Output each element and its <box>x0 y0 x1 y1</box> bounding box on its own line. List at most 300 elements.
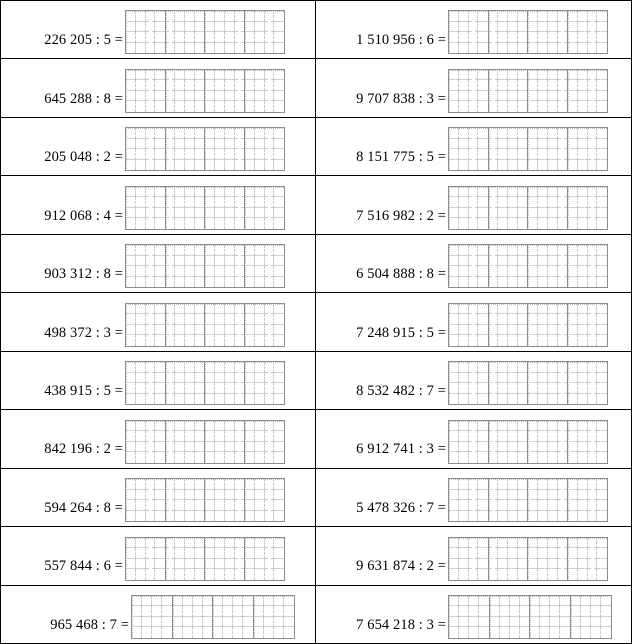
answer-grid-cell[interactable] <box>459 91 469 102</box>
answer-grid-cell[interactable] <box>132 627 142 638</box>
answer-grid-cell[interactable] <box>548 421 558 432</box>
answer-grid-cell[interactable] <box>215 383 225 394</box>
answer-grid-cell[interactable] <box>215 421 225 432</box>
answer-grid-block[interactable] <box>244 69 285 113</box>
answer-grid-cell[interactable] <box>195 559 205 570</box>
answer-grid-cell[interactable] <box>548 394 558 405</box>
answer-grid-cell[interactable] <box>175 11 185 22</box>
answer-grid-cell[interactable] <box>528 383 538 394</box>
answer-grid-cell[interactable] <box>136 197 146 208</box>
answer-grid-cell[interactable] <box>195 91 205 102</box>
answer-grid-cell[interactable] <box>274 421 284 432</box>
answer-grid-cell[interactable] <box>508 394 518 405</box>
answer-grid-cell[interactable] <box>175 80 185 91</box>
answer-grid-cell[interactable] <box>558 43 568 54</box>
answer-grid-cell[interactable] <box>548 80 558 91</box>
answer-grid-cell[interactable] <box>591 627 601 638</box>
answer-grid-cell[interactable] <box>185 383 195 394</box>
answer-grid-cell[interactable] <box>195 490 205 501</box>
answer-grid-block[interactable] <box>488 186 529 230</box>
answer-grid-cell[interactable] <box>478 569 488 580</box>
answer-grid-cell[interactable] <box>478 139 488 150</box>
answer-grid-cell[interactable] <box>225 266 235 277</box>
answer-grid-cell[interactable] <box>185 452 195 463</box>
answer-grid-cell[interactable] <box>530 617 540 628</box>
answer-grid-cell[interactable] <box>166 32 176 43</box>
answer-grid-cell[interactable] <box>205 70 215 81</box>
answer-grid-cell[interactable] <box>225 452 235 463</box>
answer-grid-cell[interactable] <box>185 11 195 22</box>
answer-grid-cell[interactable] <box>166 266 176 277</box>
answer-grid-cell[interactable] <box>588 394 598 405</box>
answer-grid-cell[interactable] <box>126 362 136 373</box>
answer-grid-cell[interactable] <box>265 197 275 208</box>
answer-grid-cell[interactable] <box>478 91 488 102</box>
answer-grid-block[interactable] <box>567 186 608 230</box>
answer-grid-cell[interactable] <box>126 373 136 384</box>
answer-grid-block[interactable] <box>253 595 295 639</box>
answer-grid-cell[interactable] <box>518 325 528 336</box>
answer-grid-cell[interactable] <box>245 11 255 22</box>
answer-grid-cell[interactable] <box>205 383 215 394</box>
answer-grid-cell[interactable] <box>478 335 488 346</box>
answer-grid-cell[interactable] <box>166 11 176 22</box>
answer-grid-cell[interactable] <box>185 266 195 277</box>
answer-grid-cell[interactable] <box>235 22 245 33</box>
answer-grid-cell[interactable] <box>489 91 499 102</box>
answer-grid-cell[interactable] <box>225 149 235 160</box>
answer-grid-block[interactable] <box>448 361 489 405</box>
answer-grid-cell[interactable] <box>558 160 568 171</box>
answer-grid-cell[interactable] <box>185 70 195 81</box>
answer-grid-cell[interactable] <box>166 314 176 325</box>
answer-grid-cell[interactable] <box>274 218 284 229</box>
answer-grid-cell[interactable] <box>568 559 578 570</box>
answer-grid-cell[interactable] <box>185 362 195 373</box>
answer-grid-cell[interactable] <box>508 22 518 33</box>
answer-grid-cell[interactable] <box>528 277 538 288</box>
answer-grid-cell[interactable] <box>478 383 488 394</box>
answer-grid-block[interactable] <box>448 478 489 522</box>
answer-grid-cell[interactable] <box>528 335 538 346</box>
answer-grid-cell[interactable] <box>591 617 601 628</box>
answer-grid-cell[interactable] <box>560 627 570 638</box>
answer-grid-cell[interactable] <box>136 70 146 81</box>
answer-grid-cell[interactable] <box>538 559 548 570</box>
answer-grid-cell[interactable] <box>245 128 255 139</box>
answer-grid-cell[interactable] <box>469 538 479 549</box>
answer-grid-cell[interactable] <box>489 500 499 511</box>
answer-grid-cell[interactable] <box>548 22 558 33</box>
answer-grid-cell[interactable] <box>518 101 528 112</box>
answer-grid-cell[interactable] <box>508 187 518 198</box>
answer-grid-cell[interactable] <box>245 43 255 54</box>
answer-grid-cell[interactable] <box>136 208 146 219</box>
answer-grid-cell[interactable] <box>588 569 598 580</box>
answer-grid-cell[interactable] <box>548 149 558 160</box>
answer-grid-cell[interactable] <box>264 627 274 638</box>
answer-grid-cell[interactable] <box>588 314 598 325</box>
answer-grid-cell[interactable] <box>235 11 245 22</box>
answer-grid-cell[interactable] <box>152 627 162 638</box>
answer-grid-cell[interactable] <box>225 70 235 81</box>
answer-grid-cell[interactable] <box>195 80 205 91</box>
answer-grid-block[interactable] <box>165 127 206 171</box>
answer-grid-cell[interactable] <box>185 208 195 219</box>
answer-grid-cell[interactable] <box>518 490 528 501</box>
answer-grid-cell[interactable] <box>146 431 156 442</box>
answer-grid-cell[interactable] <box>459 511 469 522</box>
answer-grid-cell[interactable] <box>155 32 165 43</box>
answer-grid-cell[interactable] <box>578 208 588 219</box>
answer-grid-cell[interactable] <box>255 452 265 463</box>
answer-grid-cell[interactable] <box>274 43 284 54</box>
answer-grid-cell[interactable] <box>548 43 558 54</box>
answer-grid-cell[interactable] <box>195 32 205 43</box>
answer-grid-cell[interactable] <box>195 11 205 22</box>
answer-grid-cell[interactable] <box>175 304 185 315</box>
answer-grid-cell[interactable] <box>264 606 274 617</box>
answer-grid-cell[interactable] <box>558 431 568 442</box>
answer-grid-cell[interactable] <box>498 383 508 394</box>
answer-grid-cell[interactable] <box>459 245 469 256</box>
answer-grid-cell[interactable] <box>597 43 607 54</box>
answer-grid-cell[interactable] <box>508 11 518 22</box>
answer-grid-cell[interactable] <box>136 511 146 522</box>
answer-grid-cell[interactable] <box>225 383 235 394</box>
answer-grid-cell[interactable] <box>459 80 469 91</box>
answer-grid-cell[interactable] <box>136 101 146 112</box>
answer-grid-cell[interactable] <box>508 479 518 490</box>
answer-grid-cell[interactable] <box>205 128 215 139</box>
answer-grid-cell[interactable] <box>126 101 136 112</box>
answer-grid-cell[interactable] <box>528 256 538 267</box>
answer-grid-cell[interactable] <box>235 149 245 160</box>
answer-grid-cell[interactable] <box>478 160 488 171</box>
answer-grid-cell[interactable] <box>274 596 284 607</box>
answer-grid-cell[interactable] <box>489 128 499 139</box>
answer-grid-cell[interactable] <box>508 362 518 373</box>
answer-grid-cell[interactable] <box>155 101 165 112</box>
answer-grid-cell[interactable] <box>578 139 588 150</box>
answer-grid-cell[interactable] <box>578 32 588 43</box>
answer-grid-cell[interactable] <box>265 559 275 570</box>
answer-grid-cell[interactable] <box>538 22 548 33</box>
answer-grid-cell[interactable] <box>265 70 275 81</box>
answer-grid-cell[interactable] <box>136 314 146 325</box>
answer-grid[interactable] <box>448 303 608 347</box>
answer-grid-cell[interactable] <box>518 139 528 150</box>
answer-grid-cell[interactable] <box>235 43 245 54</box>
answer-grid-cell[interactable] <box>588 101 598 112</box>
answer-grid-cell[interactable] <box>235 245 245 256</box>
answer-grid-block[interactable] <box>165 186 206 230</box>
answer-grid-cell[interactable] <box>469 548 479 559</box>
answer-grid-cell[interactable] <box>175 314 185 325</box>
answer-grid-cell[interactable] <box>588 32 598 43</box>
answer-grid-cell[interactable] <box>225 128 235 139</box>
answer-grid-cell[interactable] <box>215 304 225 315</box>
answer-grid-cell[interactable] <box>479 606 489 617</box>
answer-grid-cell[interactable] <box>185 187 195 198</box>
answer-grid-cell[interactable] <box>578 559 588 570</box>
answer-grid-cell[interactable] <box>449 606 459 617</box>
answer-grid-cell[interactable] <box>235 362 245 373</box>
answer-grid-cell[interactable] <box>215 266 225 277</box>
answer-grid-cell[interactable] <box>560 606 570 617</box>
answer-grid-cell[interactable] <box>478 304 488 315</box>
answer-grid-cell[interactable] <box>255 101 265 112</box>
answer-grid-cell[interactable] <box>245 304 255 315</box>
answer-grid-cell[interactable] <box>558 11 568 22</box>
answer-grid-cell[interactable] <box>548 32 558 43</box>
answer-grid-cell[interactable] <box>225 43 235 54</box>
answer-grid-cell[interactable] <box>478 538 488 549</box>
answer-grid-cell[interactable] <box>175 335 185 346</box>
answer-grid-cell[interactable] <box>548 139 558 150</box>
answer-grid-cell[interactable] <box>568 91 578 102</box>
answer-grid-block[interactable] <box>172 595 214 639</box>
answer-grid-cell[interactable] <box>459 335 469 346</box>
answer-grid-cell[interactable] <box>469 304 479 315</box>
answer-grid-cell[interactable] <box>126 569 136 580</box>
answer-grid-cell[interactable] <box>175 511 185 522</box>
answer-grid-cell[interactable] <box>568 394 578 405</box>
answer-grid-cell[interactable] <box>558 208 568 219</box>
answer-grid-cell[interactable] <box>255 43 265 54</box>
answer-grid-cell[interactable] <box>185 32 195 43</box>
answer-grid-cell[interactable] <box>578 149 588 160</box>
answer-grid-cell[interactable] <box>548 197 558 208</box>
answer-grid-cell[interactable] <box>498 452 508 463</box>
answer-grid-cell[interactable] <box>568 218 578 229</box>
answer-grid-cell[interactable] <box>175 277 185 288</box>
answer-grid-cell[interactable] <box>459 538 469 549</box>
answer-grid-cell[interactable] <box>558 149 568 160</box>
answer-grid-cell[interactable] <box>155 335 165 346</box>
answer-grid-cell[interactable] <box>479 617 489 628</box>
answer-grid-cell[interactable] <box>235 452 245 463</box>
answer-grid-cell[interactable] <box>132 596 142 607</box>
answer-grid-cell[interactable] <box>508 548 518 559</box>
answer-grid-cell[interactable] <box>274 617 284 628</box>
answer-grid-cell[interactable] <box>538 91 548 102</box>
answer-grid-cell[interactable] <box>518 277 528 288</box>
answer-grid-cell[interactable] <box>449 596 459 607</box>
answer-grid-cell[interactable] <box>597 431 607 442</box>
answer-grid-cell[interactable] <box>235 101 245 112</box>
answer-grid-cell[interactable] <box>235 266 245 277</box>
answer-grid-cell[interactable] <box>578 490 588 501</box>
answer-grid-cell[interactable] <box>126 511 136 522</box>
answer-grid-cell[interactable] <box>597 208 607 219</box>
answer-grid-block[interactable] <box>488 69 529 113</box>
answer-grid[interactable] <box>448 69 608 113</box>
answer-grid-cell[interactable] <box>175 394 185 405</box>
answer-grid-cell[interactable] <box>478 500 488 511</box>
answer-grid-cell[interactable] <box>588 373 598 384</box>
answer-grid-cell[interactable] <box>548 373 558 384</box>
answer-grid-cell[interactable] <box>245 256 255 267</box>
answer-grid-cell[interactable] <box>136 139 146 150</box>
answer-grid-cell[interactable] <box>508 43 518 54</box>
answer-grid-cell[interactable] <box>136 442 146 453</box>
answer-grid-cell[interactable] <box>558 479 568 490</box>
answer-grid-cell[interactable] <box>568 362 578 373</box>
answer-grid-cell[interactable] <box>597 335 607 346</box>
answer-grid-cell[interactable] <box>578 43 588 54</box>
answer-grid-cell[interactable] <box>538 32 548 43</box>
answer-grid-cell[interactable] <box>235 373 245 384</box>
answer-grid-cell[interactable] <box>265 80 275 91</box>
answer-grid-cell[interactable] <box>558 218 568 229</box>
answer-grid-block[interactable] <box>488 244 529 288</box>
answer-grid-cell[interactable] <box>548 304 558 315</box>
answer-grid-cell[interactable] <box>489 325 499 336</box>
answer-grid-cell[interactable] <box>548 70 558 81</box>
answer-grid-cell[interactable] <box>459 627 469 638</box>
answer-grid-cell[interactable] <box>225 245 235 256</box>
answer-grid-cell[interactable] <box>597 314 607 325</box>
answer-grid-cell[interactable] <box>548 160 558 171</box>
answer-grid-cell[interactable] <box>126 22 136 33</box>
answer-grid-cell[interactable] <box>489 32 499 43</box>
answer-grid-cell[interactable] <box>155 91 165 102</box>
answer-grid-cell[interactable] <box>215 22 225 33</box>
answer-grid-cell[interactable] <box>528 490 538 501</box>
answer-grid-cell[interactable] <box>155 218 165 229</box>
answer-grid-cell[interactable] <box>265 187 275 198</box>
answer-grid-cell[interactable] <box>215 187 225 198</box>
answer-grid-cell[interactable] <box>175 101 185 112</box>
answer-grid-cell[interactable] <box>255 335 265 346</box>
answer-grid-cell[interactable] <box>265 325 275 336</box>
answer-grid-cell[interactable] <box>588 277 598 288</box>
answer-grid-cell[interactable] <box>538 266 548 277</box>
answer-grid-cell[interactable] <box>520 617 530 628</box>
answer-grid-cell[interactable] <box>173 627 183 638</box>
answer-grid-cell[interactable] <box>578 11 588 22</box>
answer-grid-cell[interactable] <box>274 452 284 463</box>
answer-grid-cell[interactable] <box>183 606 193 617</box>
answer-grid-cell[interactable] <box>274 335 284 346</box>
answer-grid-block[interactable] <box>488 303 529 347</box>
answer-grid-cell[interactable] <box>175 559 185 570</box>
answer-grid-cell[interactable] <box>558 32 568 43</box>
answer-grid-cell[interactable] <box>588 479 598 490</box>
answer-grid-cell[interactable] <box>185 479 195 490</box>
answer-grid-cell[interactable] <box>538 335 548 346</box>
answer-grid-cell[interactable] <box>274 325 284 336</box>
answer-grid-cell[interactable] <box>489 256 499 267</box>
answer-grid-cell[interactable] <box>469 187 479 198</box>
answer-grid-cell[interactable] <box>225 490 235 501</box>
answer-grid-cell[interactable] <box>449 22 459 33</box>
answer-grid-cell[interactable] <box>136 479 146 490</box>
answer-grid-block[interactable] <box>527 303 568 347</box>
answer-grid-block[interactable] <box>204 10 245 54</box>
answer-grid-cell[interactable] <box>558 187 568 198</box>
answer-grid-cell[interactable] <box>235 80 245 91</box>
answer-grid-cell[interactable] <box>215 314 225 325</box>
answer-grid-cell[interactable] <box>215 32 225 43</box>
answer-grid-cell[interactable] <box>538 394 548 405</box>
answer-grid-cell[interactable] <box>146 314 156 325</box>
answer-grid-cell[interactable] <box>558 245 568 256</box>
answer-grid-cell[interactable] <box>274 500 284 511</box>
answer-grid-cell[interactable] <box>255 383 265 394</box>
answer-grid-cell[interactable] <box>518 187 528 198</box>
answer-grid-cell[interactable] <box>215 325 225 336</box>
answer-grid[interactable] <box>448 127 608 171</box>
answer-grid-cell[interactable] <box>498 362 508 373</box>
answer-grid-cell[interactable] <box>155 139 165 150</box>
answer-grid-cell[interactable] <box>528 325 538 336</box>
answer-grid-cell[interactable] <box>459 11 469 22</box>
answer-grid-cell[interactable] <box>498 139 508 150</box>
answer-grid-cell[interactable] <box>274 70 284 81</box>
answer-grid-cell[interactable] <box>597 128 607 139</box>
answer-grid-cell[interactable] <box>136 128 146 139</box>
answer-grid-cell[interactable] <box>578 452 588 463</box>
answer-grid-cell[interactable] <box>538 490 548 501</box>
answer-grid-cell[interactable] <box>528 128 538 139</box>
answer-grid-cell[interactable] <box>225 208 235 219</box>
answer-grid-block[interactable] <box>448 10 489 54</box>
answer-grid-block[interactable] <box>448 186 489 230</box>
answer-grid-cell[interactable] <box>245 569 255 580</box>
answer-grid-block[interactable] <box>567 537 608 581</box>
answer-grid-cell[interactable] <box>146 149 156 160</box>
answer-grid-cell[interactable] <box>528 373 538 384</box>
answer-grid-cell[interactable] <box>166 452 176 463</box>
answer-grid-cell[interactable] <box>568 569 578 580</box>
answer-grid-cell[interactable] <box>126 245 136 256</box>
answer-grid-cell[interactable] <box>274 569 284 580</box>
answer-grid-cell[interactable] <box>126 43 136 54</box>
answer-grid-cell[interactable] <box>205 479 215 490</box>
answer-grid-cell[interactable] <box>498 256 508 267</box>
answer-grid-cell[interactable] <box>478 32 488 43</box>
answer-grid-block[interactable] <box>204 186 245 230</box>
answer-grid-cell[interactable] <box>568 128 578 139</box>
answer-grid-cell[interactable] <box>568 431 578 442</box>
answer-grid-block[interactable] <box>527 478 568 522</box>
answer-grid-cell[interactable] <box>195 431 205 442</box>
answer-grid-block[interactable] <box>125 186 166 230</box>
answer-grid-cell[interactable] <box>518 362 528 373</box>
answer-grid-cell[interactable] <box>195 335 205 346</box>
answer-grid-cell[interactable] <box>538 208 548 219</box>
answer-grid-cell[interactable] <box>265 91 275 102</box>
answer-grid-cell[interactable] <box>528 500 538 511</box>
answer-grid-cell[interactable] <box>498 314 508 325</box>
answer-grid-block[interactable] <box>529 595 571 639</box>
answer-grid-cell[interactable] <box>265 500 275 511</box>
answer-grid-cell[interactable] <box>518 383 528 394</box>
answer-grid-cell[interactable] <box>588 43 598 54</box>
answer-grid-cell[interactable] <box>518 11 528 22</box>
answer-grid-cell[interactable] <box>284 596 294 607</box>
answer-grid-cell[interactable] <box>588 80 598 91</box>
answer-grid-cell[interactable] <box>166 101 176 112</box>
answer-grid-cell[interactable] <box>588 22 598 33</box>
answer-grid-cell[interactable] <box>459 373 469 384</box>
answer-grid-cell[interactable] <box>254 596 264 607</box>
answer-grid-cell[interactable] <box>152 606 162 617</box>
answer-grid-cell[interactable] <box>548 256 558 267</box>
answer-grid-cell[interactable] <box>548 383 558 394</box>
